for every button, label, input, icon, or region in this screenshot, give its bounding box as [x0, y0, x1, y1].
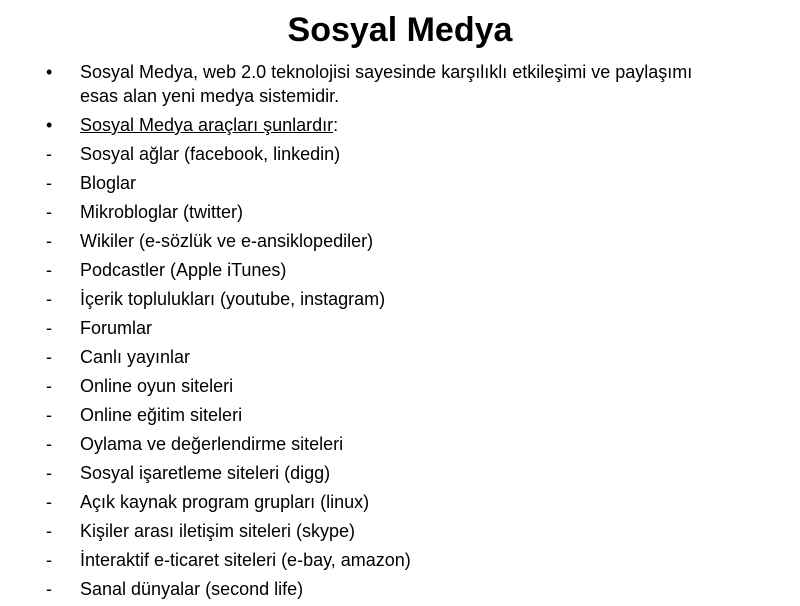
list-item: [0, 258, 800, 287]
list-item: [0, 548, 800, 577]
dash-marker: -: [46, 492, 52, 512]
bullet-text-definition: Sosyal Medya, web 2.0 teknolojisi sayesinde karşılıklı etkileşimi ve paylaşımı esas alan yeni medya sistemidir.: [80, 62, 693, 106]
list-item: [0, 229, 800, 258]
list-item-text: Forumlar: [80, 318, 153, 338]
tools-heading-suffix: :: [333, 115, 339, 135]
bullet-item-definition: [0, 60, 800, 108]
dash-marker: -: [46, 376, 52, 396]
dash-marker: -: [46, 260, 52, 280]
list-item-text: İnteraktif e-ticaret siteleri (e-bay, amazon): [80, 550, 411, 570]
dash-marker: -: [46, 521, 52, 541]
dash-marker: -: [46, 289, 52, 309]
list-item: [0, 287, 800, 316]
list-item: [0, 432, 800, 461]
bullet-text-tools-heading: [80, 113, 720, 137]
bullet-marker: •: [46, 62, 53, 82]
dash-marker: -: [46, 405, 52, 425]
list-item-text: Online eğitim siteleri: [80, 405, 243, 425]
list-item-text: İçerik toplulukları (youtube, instagram): [80, 289, 386, 309]
dash-marker: -: [46, 202, 52, 222]
slide-title: Sosyal Medya: [287, 11, 513, 49]
list-item: [0, 519, 800, 548]
list-item-text: Mikrobloglar (twitter): [80, 202, 244, 222]
dash-marker: -: [46, 173, 52, 193]
list-item-text: Online oyun siteleri: [80, 376, 234, 396]
list-item-text: Wikiler (e-sözlük ve e-ansiklopediler): [80, 231, 374, 251]
list-item-text: Canlı yayınlar: [80, 347, 191, 367]
list-item-text: Sosyal işaretleme siteleri (digg): [80, 463, 331, 483]
list-item: [0, 490, 800, 519]
list-item: [0, 142, 800, 171]
list-item: [0, 316, 800, 345]
list-item: [0, 374, 800, 403]
list-item-text: Bloglar: [80, 173, 137, 193]
list-item-text: Podcastler (Apple iTunes): [80, 260, 287, 280]
list-item-text: Kişiler arası iletişim siteleri (skype): [80, 521, 356, 541]
list-item-text: Sosyal ağlar (facebook, linkedin): [80, 144, 341, 164]
list-item: [0, 403, 800, 432]
dash-marker: -: [46, 144, 52, 164]
list-item: [0, 171, 800, 200]
tools-heading-underlined: Sosyal Medya araçları şunlardır: [80, 115, 334, 135]
list-item-text: Oylama ve değerlendirme siteleri: [80, 434, 344, 454]
list-item: [0, 461, 800, 490]
tools-list: [0, 142, 800, 606]
dash-marker: -: [46, 550, 52, 570]
bullet-item-tools-heading: [0, 113, 800, 137]
dash-marker: -: [46, 434, 52, 454]
slide-content: [0, 60, 800, 606]
list-item-text: Sanal dünyalar (second life): [80, 579, 304, 599]
dash-marker: -: [46, 318, 52, 338]
dash-marker: -: [46, 579, 52, 599]
dash-marker: -: [46, 463, 52, 483]
list-item: [0, 577, 800, 606]
list-item: [0, 345, 800, 374]
dash-marker: -: [46, 347, 52, 367]
list-item-text: Açık kaynak program grupları (linux): [80, 492, 370, 512]
list-item: [0, 200, 800, 229]
bullet-marker: •: [46, 115, 53, 135]
dash-marker: -: [46, 231, 52, 251]
